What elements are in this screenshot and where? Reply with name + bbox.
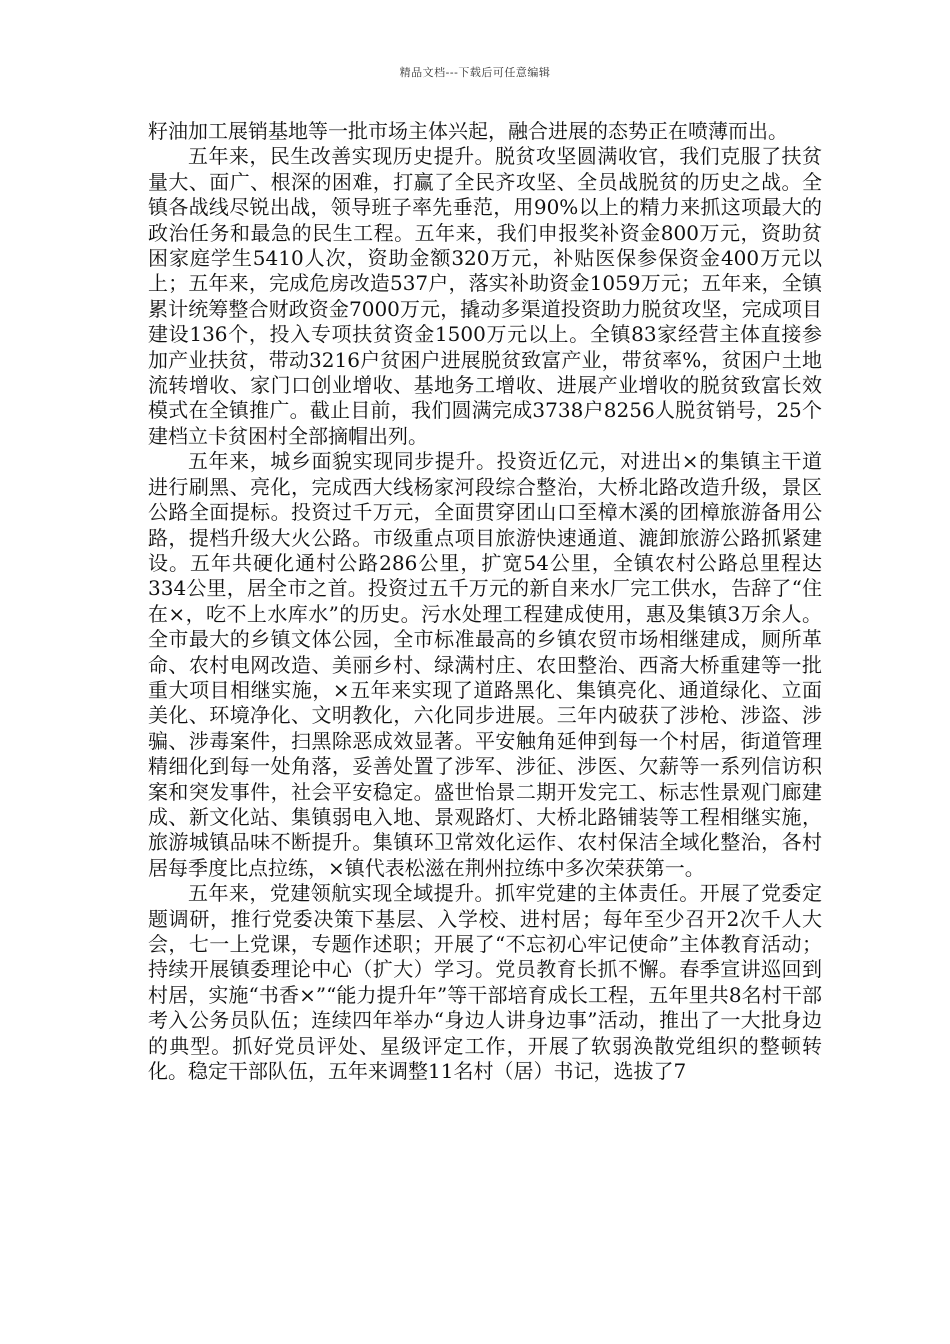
paragraph-2: 五年来，民生改善实现历史提升。脱贫攻坚圆满收官，我们克服了扶贫量大、面广、根深的困难，打赢了全民齐攻坚、全员战脱贫的历史之战。全镇各战线尽锐出战，领导班子率先垂范，用90%以上的精力来抓这项最大的政治任务和最急的民生工程。五年来，我们申报奖补资金800万元，资助贫困家庭学生5410人次，资助金额320万元，补贴医保参保资金400万元以上；五年来，完成危房改造537户，落实补助资金1059万元；五年来，全镇累计统筹整合财政资金7000万元，撬动多渠道投资助力脱贫攻坚，完成项目建设136个，投入专项扶贫资金1500万元以上。全镇83家经营主体直接参加产业扶贫，带动3216户贫困户进展脱贫致富产业，带贫率%，贫困户土地流转增收、家门口创业增收、基地务工增收、进展产业增收的脱贫致富长效模式在全镇推广。截止目前，我们圆满完成3738户8256人脱贫销号，25个建档立卡贫困村全部摘帽出列。 xyxy=(148,144,822,448)
paragraph-4: 五年来，党建领航实现全域提升。抓牢党建的主体责任。开展了党委定题调研，推行党委决策下基层、入学校、进村居；每年至少召开2次千人大会，七一上党课，专题作述职；开展了“不忘初心牢记使命”主体教育活动；持续开展镇委理论中心（扩大）学习。党员教育长抓不懈。春季宣讲巡回到村居，实施“书香×”“能力提升年”等干部培育成长工程，五年里共8名村干部考入公务员队伍；连续四年举办“身边人讲身边事”活动，推出了一大批身边的典型。抓好党员评处、星级评定工作，开展了软弱涣散党组织的整顿转化。稳定干部队伍，五年来调整11名村（居）书记，选拔了7 xyxy=(148,881,822,1084)
document-body xyxy=(148,119,822,1084)
paragraph-3: 五年来，城乡面貌实现同步提升。投资近亿元，对进出×的集镇主干道进行刷黑、亮化，完成西大线杨家河段综合整治，大桥北路改造升级，景区公路全面提标。投资过千万元，全面贯穿团山口至樟木溪的团樟旅游备用公路，提档升级大火公路。市级重点项目旅游快速通道、漉卸旅游公路抓紧建设。五年共硬化通村公路286公里，扩宽54公里，全镇农村公路总里程达334公里，居全市之首。投资过五千万元的新自来水厂完工供水，告辞了“住在×，吃不上水库水”的历史。污水处理工程建成使用，惠及集镇3万余人。全市最大的乡镇文体公园，全市标准最高的乡镇农贸市场相继建成，厕所革命、农村电网改造、美丽乡村、绿满村庄、农田整治、西斋大桥重建等一批重大项目相继实施，×五年来实现了道路黑化、集镇亮化、通道绿化、立面美化、环境净化、文明教化，六化同步进展。三年内破获了涉枪、涉盗、涉骗、涉毒案件，扫黑除恶成效显著。平安触角延伸到每一个村居，街道管理精细化到每一处角落，妥善处置了涉军、涉征、涉医、欠薪等一系列信访积案和突发事件，社会平安稳定。盛世怡景二期开发完工、标志性景观门廊建成、新文化站、集镇弱电入地、景观路灯、大桥北路铺装等工程相继实施，旅游城镇品味不断提升。集镇环卫常效化运作、农村保洁全域化整治，各村居每季度比点拉练，×镇代表松滋在荆州拉练中多次荣获第一。 xyxy=(148,449,822,880)
paragraph-1: 籽油加工展销基地等一批市场主体兴起，融合进展的态势正在喷薄而出。 xyxy=(148,119,788,143)
page-header: 精品文档---下载后可任意编辑 xyxy=(399,66,551,79)
